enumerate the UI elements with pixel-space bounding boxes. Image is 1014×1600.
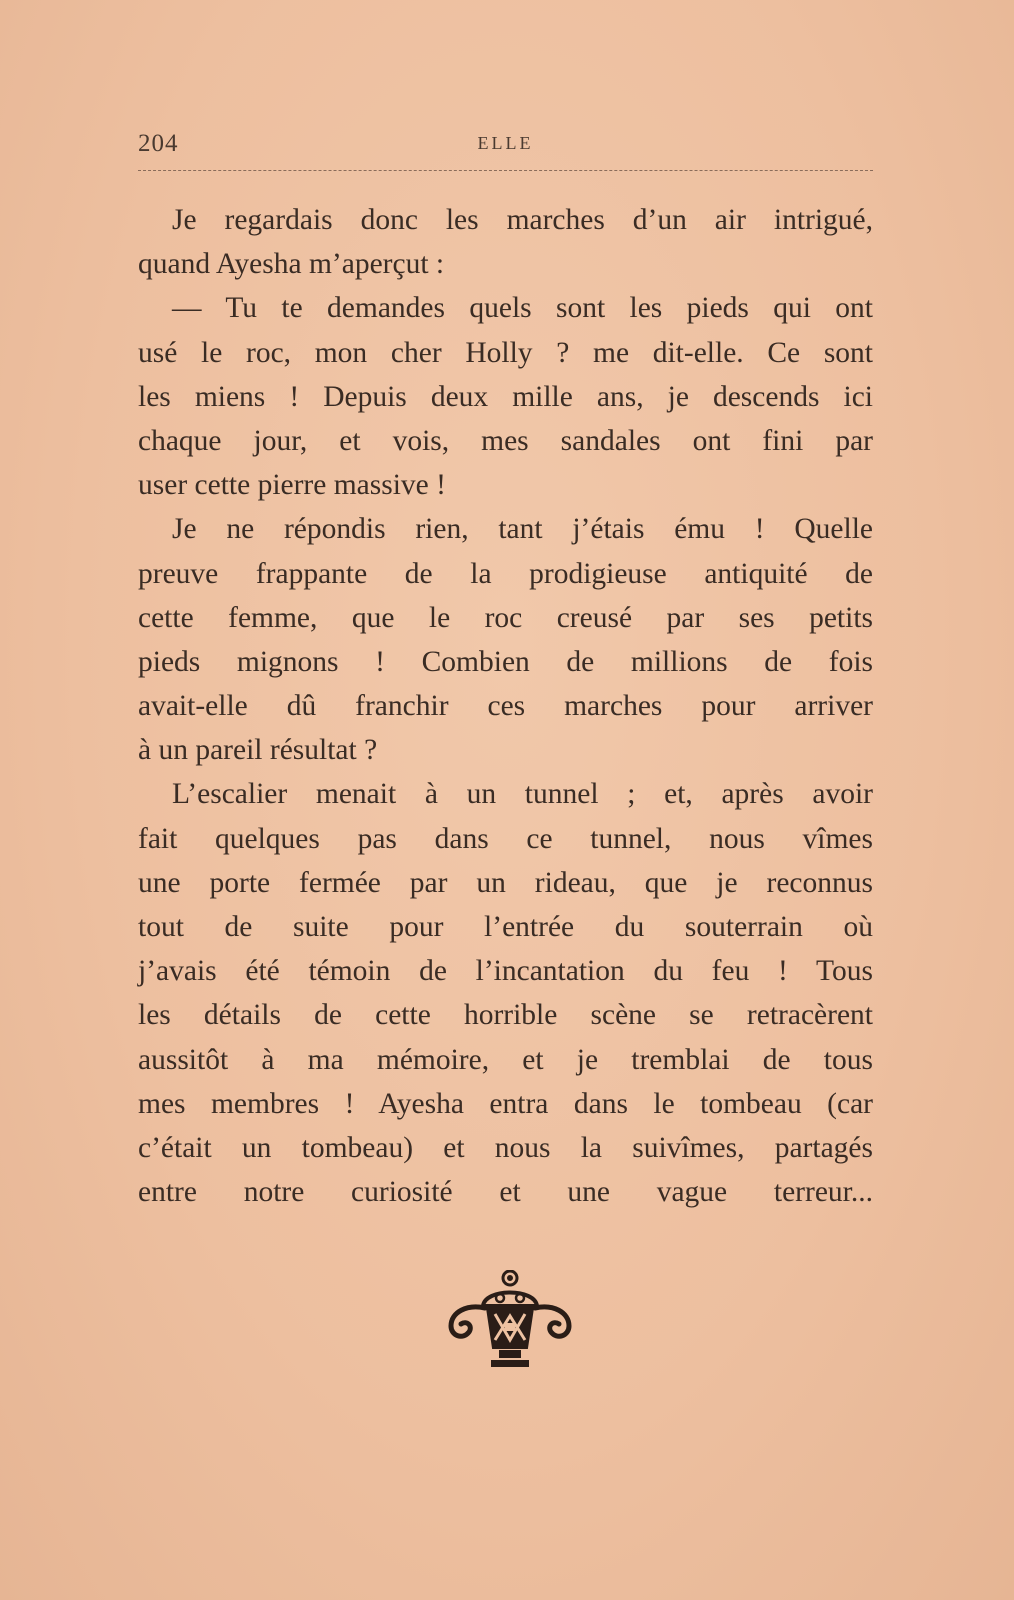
body-text [138, 198, 873, 1214]
text-line: aussitôt à ma mémoire, et je tremblai de tous [138, 1043, 873, 1076]
text-line: preuve frappante de la prodigieuse antiquité de [138, 557, 873, 590]
text-line: chaque jour, et vois, mes sandales ont fini par [138, 424, 873, 457]
page-number: 204 [138, 130, 179, 157]
text-line: cette femme, que le roc creusé par ses petits [138, 601, 873, 634]
text-line: L’escalier menait à un tunnel ; et, après avoir [172, 778, 873, 811]
text-line: — Tu te demandes quels sont les pieds qui ont [172, 292, 873, 325]
text-line: usé le roc, mon cher Holly ? me dit-elle. Ce sont [138, 336, 873, 369]
text-line: pieds mignons ! Combien de millions de fois [138, 645, 873, 678]
header-rule [138, 170, 873, 171]
text-line: à un pareil résultat ? [138, 734, 378, 767]
text-line: avait-elle dû franchir ces marches pour arriver [138, 690, 873, 723]
text-line: Je ne répondis rien, tant j’étais ému ! Quelle [172, 513, 873, 546]
text-line: tout de suite pour l’entrée du souterrain où [138, 911, 873, 943]
text-line: une porte fermée par un rideau, que je reconnus [138, 866, 873, 899]
page-header [138, 130, 873, 170]
text-line: les détails de cette horrible scène se retracèrent [138, 999, 873, 1032]
text-line: c’était un tombeau) et nous la suivîmes, partagés [138, 1131, 873, 1164]
text-line: user cette pierre massive ! [138, 469, 446, 502]
text-line: quand Ayesha m’aperçut : [138, 248, 445, 281]
text-line: fait quelques pas dans ce tunnel, nous vîmes [138, 822, 873, 855]
text-line: mes membres ! Ayesha entra dans le tombeau (car [138, 1087, 873, 1120]
text-line: Je regardais donc les marches d’un air intrigué, [172, 204, 873, 236]
text-line: les miens ! Depuis deux mille ans, je descends ici [138, 380, 873, 413]
text-line: entre notre curiosité et une vague terreur... [138, 1176, 873, 1209]
running-title: ELLE [477, 133, 534, 153]
text-line: j’avais été témoin de l’incantation du feu ! Tous [138, 955, 873, 988]
vase-ornament-icon [445, 1270, 575, 1375]
